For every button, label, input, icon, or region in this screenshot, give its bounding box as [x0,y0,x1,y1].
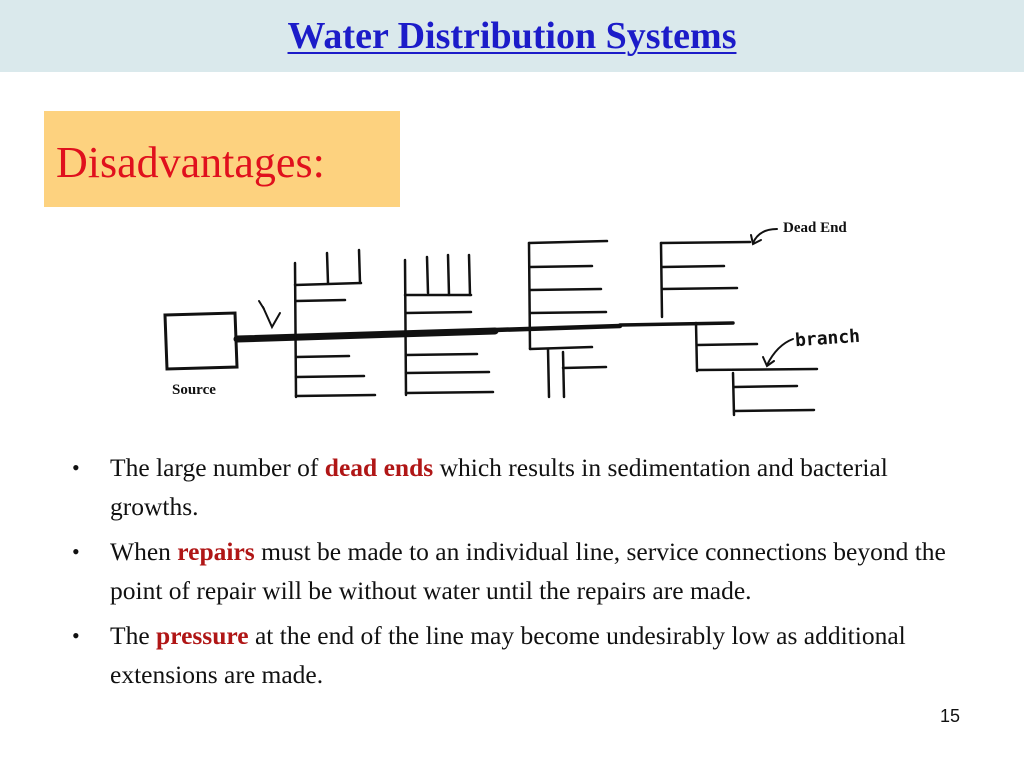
bullet-text: The large number of [110,453,325,482]
branch-group-1 [295,250,375,397]
page-number: 15 [940,706,961,726]
pointer-arrow [263,307,280,327]
bullet-text: The [110,621,157,650]
bullet-highlight: dead ends [324,453,434,482]
diagram-drawing [155,205,875,425]
bullet-text: When [110,537,178,566]
branching-system-diagram [155,205,875,425]
header-bar [0,0,1024,72]
main-trunk-end [620,323,733,325]
main-trunk-thin [495,326,620,330]
bullet-item [66,448,966,526]
bullet-dot: • [72,623,80,648]
bullet-list [66,448,966,700]
bullet-highlight: pressure [156,621,249,650]
bullet-text: which results in sedimentation and bacterial growths. [110,453,888,521]
bullet-highlight: repairs [177,537,255,566]
branch-arrow [767,339,793,365]
bullet-text: must be made to an individual line, service connections beyond the point of repair will be without water until the repairs are made. [110,537,946,605]
bullet-item [66,532,966,610]
branch-group-4 [661,242,817,415]
bullet-item [66,616,966,694]
page-title: Water Distribution Systems [287,15,737,57]
source-tank [165,313,237,369]
source-label: Source [172,382,216,398]
branch-group-2 [405,255,493,395]
bullet-dot: • [72,455,80,480]
bullet-dot: • [72,539,80,564]
subtitle-text: Disadvantages: [56,138,325,187]
branch-group-3 [529,241,607,397]
dead-end-arrow [753,229,777,243]
main-trunk [237,331,495,339]
bullet-text: at the end of the line may become undesirably low as additional extensions are made. [110,621,906,689]
dead-end-label: Dead End [783,220,847,236]
subtitle-box [44,111,400,207]
branch-label: branch [794,325,861,352]
